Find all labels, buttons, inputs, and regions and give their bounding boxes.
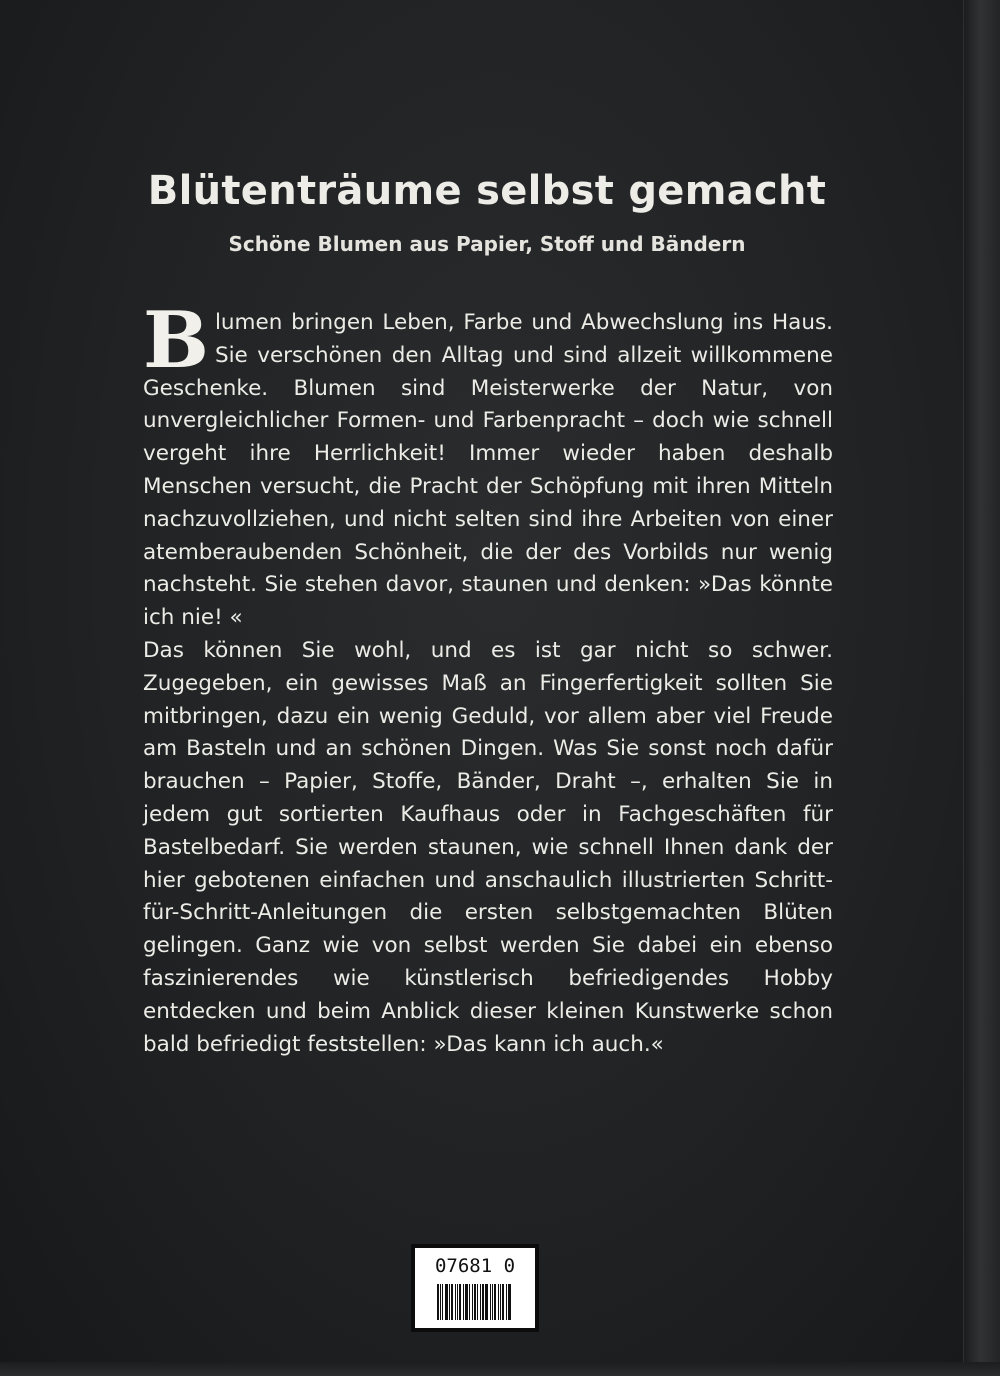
barcode-stripe <box>502 1284 504 1320</box>
barcode-stripe <box>472 1284 473 1320</box>
barcode-stripe <box>445 1284 448 1320</box>
dropcap-letter: B <box>143 295 209 386</box>
barcode-stripe <box>440 1284 441 1320</box>
cover-bottom-edge <box>0 1362 1000 1376</box>
blurb-paragraph-2: Das können Sie wohl, und es ist gar nicht so schwer. Zugegeben, ein gewisses Maß an Fingerfertigkeit sollten Sie mitbringen, dazu ein wenig Geduld, vor allem aber viel Freude am Basteln und an schönen Dingen. Was Sie sonst noch dafür brauchen – Papier, Stoffe, Bänder, Draht –, erhalten Sie in jedem gut sortierten Kaufhaus oder in Fachgeschäften für Bastelbedarf. Sie werden staunen, wie schnell Ihnen dank der hier gebotenen einfachen und anschaulich illustrierten Schritt-für-Schritt-Anleitungen die ersten selbstgemachten Blüten gelingen. Ganz wie von selbst werden Sie dabei ein ebenso faszinierendes wie künstlerisch befriedigendes Hobby entdecken und beim Anblick dieser kleinen Kunstwerke schon bald befriedigt feststellen: »Das kann ich auch.« <box>143 637 833 1057</box>
barcode-stripe <box>494 1284 496 1320</box>
barcode-stripe <box>437 1284 439 1320</box>
barcode-stripe <box>449 1284 450 1320</box>
barcode-stripe <box>459 1284 461 1320</box>
barcode-stripe <box>455 1284 456 1320</box>
book-subtitle: Schöne Blumen aus Papier, Stoff und Bändern <box>228 232 746 256</box>
barcode-stripe <box>474 1284 476 1320</box>
barcode-stripe <box>480 1284 481 1320</box>
book-title: Blütenträume selbst gemacht <box>147 168 827 214</box>
barcode-stripe <box>463 1284 464 1320</box>
barcode-icon <box>437 1284 513 1320</box>
barcode-stripe <box>498 1284 499 1320</box>
blurb-text <box>143 295 833 1061</box>
barcode-stripe <box>490 1284 491 1320</box>
barcode-stripe <box>457 1284 458 1320</box>
barcode-stripe <box>492 1284 493 1320</box>
barcode-label <box>411 1244 539 1332</box>
barcode-stripe <box>477 1284 478 1320</box>
barcode-stripe <box>469 1284 470 1320</box>
blurb-paragraph-1 <box>143 295 833 635</box>
barcode-stripe <box>442 1284 443 1320</box>
barcode-stripe <box>482 1284 484 1320</box>
barcode-stripe <box>506 1284 507 1320</box>
barcode-stripe <box>451 1284 453 1320</box>
barcode-stripe <box>508 1284 511 1320</box>
barcode-stripe <box>465 1284 468 1320</box>
blurb-paragraph-1-text: lumen bringen Leben, Farbe und Abwechslung ins Haus. Sie verschönen den Alltag und sind allzeit willkommene Geschenke. Blumen sind Meisterwerke der Natur, von unvergleichlicher Formen- und Farbenpracht – doch wie schnell vergeht ihre Herrlichkeit! Immer wieder haben deshalb Menschen versucht, die Pracht der Schöpfung mit ihren Mitteln nachzuvollziehen, und nicht selten sind ihre Arbeiten von einer atemberaubenden Schönheit, die der des Vorbilds nur wenig nachsteht. Sie stehen davor, staunen und denken: »Das könnte ich nie! « <box>143 310 833 631</box>
barcode-stripe <box>485 1284 488 1320</box>
barcode-stripe <box>500 1284 501 1320</box>
barcode-number: 07681 0 <box>434 1255 516 1277</box>
